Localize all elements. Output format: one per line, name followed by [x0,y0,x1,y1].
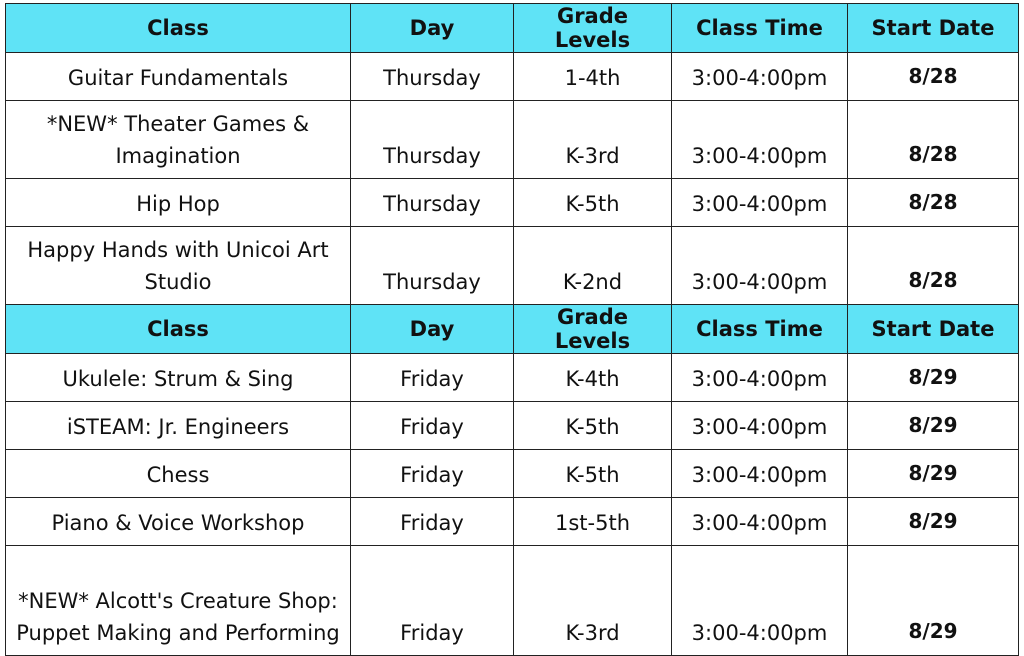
day-cell: Friday [351,450,514,498]
day-cell: Friday [351,354,514,402]
grade-cell: K-5th [514,450,672,498]
class-cell: Hip Hop [6,179,351,227]
column-header-class: Class [6,4,351,53]
table-row [6,101,1019,179]
grade-cell: K-2nd [514,227,672,305]
time-cell: 3:00-4:00pm [672,53,848,101]
table-header-row [6,4,1019,53]
class-cell: iSTEAM: Jr. Engineers [6,402,351,450]
start-date-cell: 8/29 [848,498,1019,546]
time-cell: 3:00-4:00pm [672,402,848,450]
table-header-row [6,305,1019,354]
time-cell: 3:00-4:00pm [672,354,848,402]
day-cell: Friday [351,546,514,656]
table-row [6,498,1019,546]
grade-cell: K-3rd [514,101,672,179]
day-cell: Thursday [351,227,514,305]
start-date-cell: 8/28 [848,179,1019,227]
day-cell: Thursday [351,101,514,179]
grade-cell: 1st-5th [514,498,672,546]
column-header-start-date: Start Date [848,305,1019,354]
column-header-day: Day [351,4,514,53]
start-date-cell: 8/29 [848,546,1019,656]
class-cell: Ukulele: Strum & Sing [6,354,351,402]
grade-cell: 1-4th [514,53,672,101]
start-date-cell: 8/28 [848,53,1019,101]
class-cell: Guitar Fundamentals [6,53,351,101]
table-row [6,546,1019,656]
time-cell: 3:00-4:00pm [672,450,848,498]
table-row [6,354,1019,402]
time-cell: 3:00-4:00pm [672,498,848,546]
table-row [6,53,1019,101]
class-cell: Piano & Voice Workshop [6,498,351,546]
time-cell: 3:00-4:00pm [672,179,848,227]
start-date-cell: 8/29 [848,402,1019,450]
table-row [6,402,1019,450]
class-cell: Chess [6,450,351,498]
day-cell: Thursday [351,179,514,227]
day-cell: Friday [351,498,514,546]
time-cell: 3:00-4:00pm [672,101,848,179]
day-cell: Friday [351,402,514,450]
grade-cell: K-4th [514,354,672,402]
column-header-class-time: Class Time [672,305,848,354]
time-cell: 3:00-4:00pm [672,227,848,305]
start-date-cell: 8/28 [848,227,1019,305]
start-date-cell: 8/28 [848,101,1019,179]
column-header-class-time: Class Time [672,4,848,53]
column-header-day: Day [351,305,514,354]
table-row [6,227,1019,305]
day-cell: Thursday [351,53,514,101]
table-row [6,450,1019,498]
grade-cell: K-5th [514,179,672,227]
table-row [6,179,1019,227]
column-header-start-date: Start Date [848,4,1019,53]
start-date-cell: 8/29 [848,354,1019,402]
column-header-grade-levels: Grade Levels [514,305,672,354]
class-cell: Happy Hands with Unicoi Art Studio [6,227,351,305]
column-header-class: Class [6,305,351,354]
grade-cell: K-3rd [514,546,672,656]
start-date-cell: 8/29 [848,450,1019,498]
class-cell: *NEW* Alcott's Creature Shop: Puppet Making and Performing [6,546,351,656]
class-cell: *NEW* Theater Games & Imagination [6,101,351,179]
time-cell: 3:00-4:00pm [672,546,848,656]
grade-cell: K-5th [514,402,672,450]
column-header-grade-levels: Grade Levels [514,4,672,53]
class-schedule-table [5,3,1019,656]
